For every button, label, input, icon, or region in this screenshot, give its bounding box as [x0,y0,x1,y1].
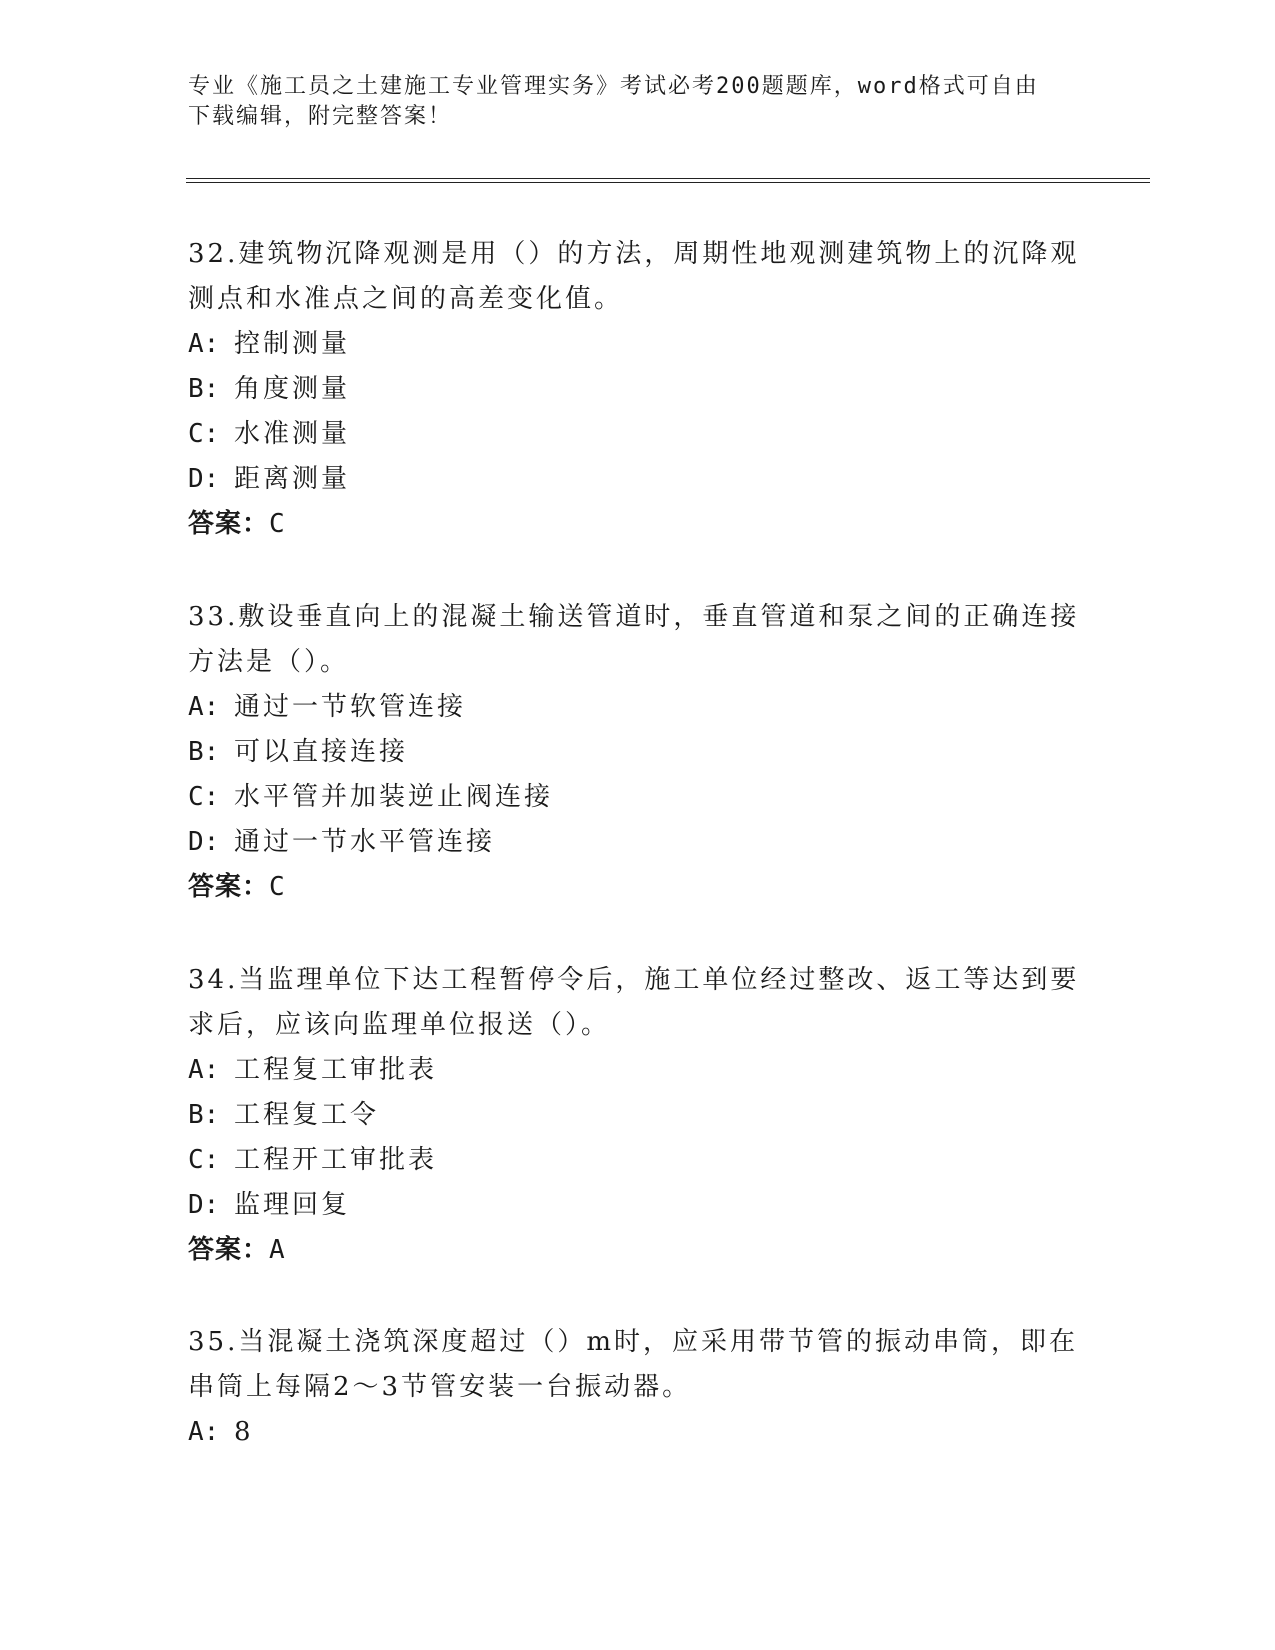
option-text: 水准测量 [234,419,351,449]
question-stem-line-2: 方法是（）。 [188,647,350,677]
option-b [188,730,1088,775]
option-text: 工程开工审批表 [234,1145,438,1175]
question-32 [188,232,1088,547]
header-line-2: 下载编辑，附完整答案！ [188,104,453,129]
question-stem [188,232,1088,322]
option-key: C: [188,1145,220,1175]
option-key: D: [188,464,220,494]
option-text: 工程复工审批表 [234,1055,438,1085]
option-text: 工程复工令 [234,1100,380,1130]
option-d [188,457,1088,502]
option-c [188,412,1088,457]
option-b [188,1093,1088,1138]
question-35 [188,1320,1088,1455]
option-key: C: [188,419,220,449]
option-c [188,775,1088,820]
option-key: A: [188,1417,220,1447]
document-header [188,72,1068,132]
answer-value: C [269,509,286,539]
question-stem-line-1: 32.建筑物沉降观测是用（）的方法，周期性地观测建筑物上的沉降观 [188,239,1080,269]
answer-label: 答案： [188,872,270,902]
option-a [188,322,1088,367]
option-a [188,685,1088,730]
option-text: 监理回复 [234,1190,351,1220]
option-key: A: [188,1055,220,1085]
question-stem-line-1: 33.敷设垂直向上的混凝土输送管道时，垂直管道和泵之间的正确连接 [188,602,1080,632]
option-c [188,1138,1088,1183]
question-34 [188,958,1088,1273]
option-key: C: [188,782,220,812]
option-text: 水平管并加装逆止阀连接 [234,782,554,812]
option-text: 距离测量 [234,464,351,494]
option-key: A: [188,329,220,359]
option-key: B: [188,1100,220,1130]
question-33 [188,595,1088,910]
option-a [188,1410,1088,1455]
option-text: 可以直接连接 [234,737,409,767]
option-key: A: [188,692,220,722]
answer-label: 答案： [188,509,270,539]
question-stem-line-2: 求后，应该向监理单位报送（）。 [188,1010,611,1040]
answer [188,865,1088,910]
option-key: D: [188,827,220,857]
question-stem-line-2: 串筒上每隔2～3节管安装一台振动器。 [188,1372,692,1402]
question-stem-line-1: 34.当监理单位下达工程暂停令后，施工单位经过整改、返工等达到要 [188,965,1080,995]
option-key: D: [188,1190,220,1220]
option-key: B: [188,374,220,404]
option-d [188,1183,1088,1228]
question-stem [188,595,1088,685]
option-key: B: [188,737,220,767]
option-text: 角度测量 [234,374,351,404]
question-stem [188,1320,1088,1410]
header-divider-bottom [186,182,1150,183]
answer-label: 答案： [188,1235,270,1265]
option-text: 通过一节水平管连接 [234,827,496,857]
header-line-1: 专业《施工员之土建施工专业管理实务》考试必考200题题库，word格式可自由 [188,74,1039,99]
option-b [188,367,1088,412]
option-text: 通过一节软管连接 [234,692,467,722]
question-stem-line-1: 35.当混凝土浇筑深度超过（）m时，应采用带节管的振动串筒，即在 [188,1327,1079,1357]
question-stem [188,958,1088,1048]
answer [188,502,1088,547]
answer-value: C [269,872,286,902]
answer-value: A [269,1235,286,1265]
question-stem-line-2: 测点和水准点之间的高差变化值。 [188,284,624,314]
option-d [188,820,1088,865]
option-a [188,1048,1088,1093]
header-divider-top [186,178,1150,179]
answer [188,1228,1088,1273]
option-text: 控制测量 [234,329,351,359]
option-text: 8 [234,1417,254,1447]
